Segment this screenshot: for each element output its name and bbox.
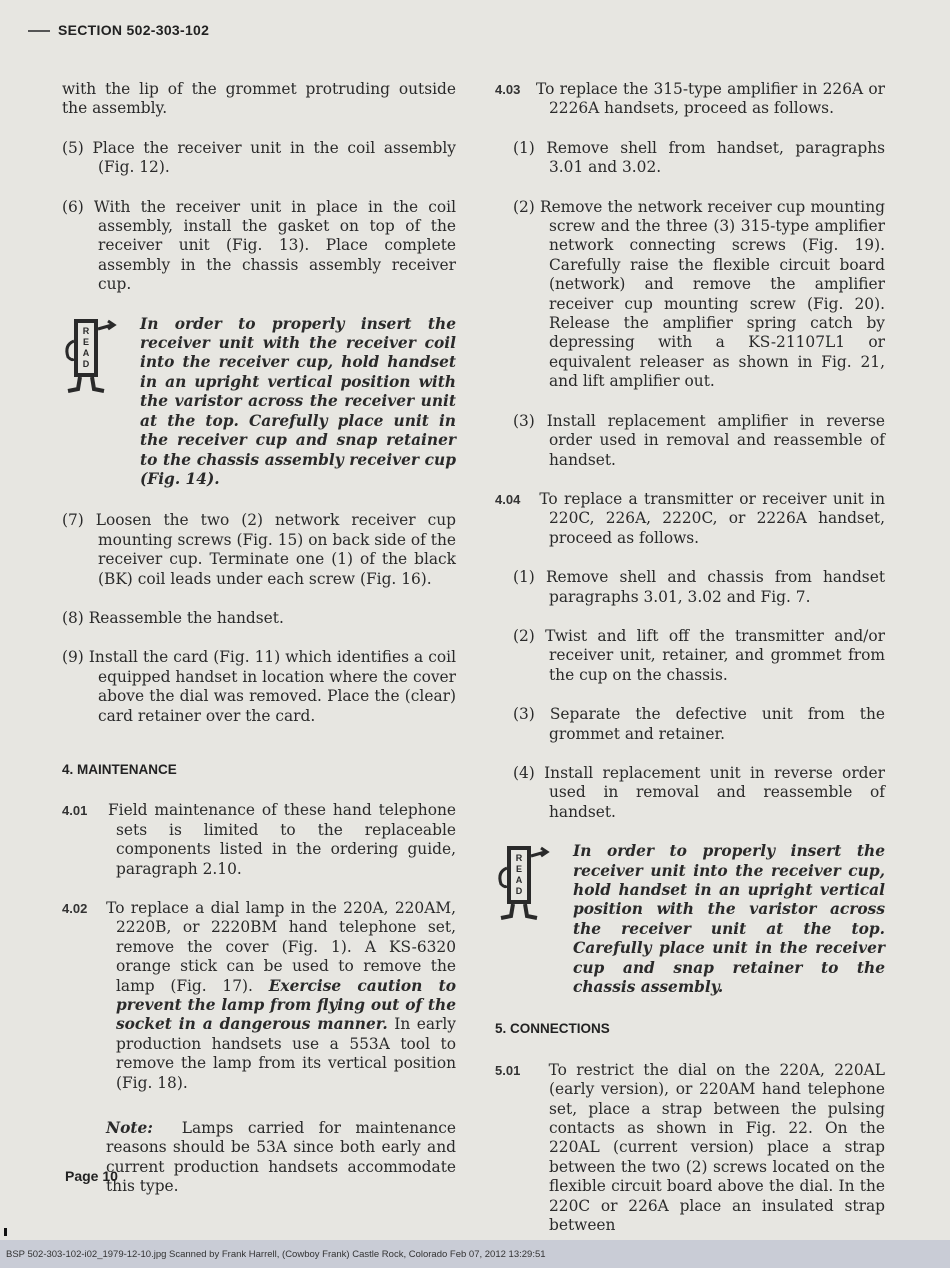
step-7: (7) Loosen the two (2) network receiver cup mounting screws (Fig. 15) on back side of the receiver cup. Terminate one (1) of the black (BK) coil leads under each screw (Fig. 16). (62, 511, 456, 588)
caution-note-left (62, 315, 456, 490)
para-text: Field maintenance of these hand telephone sets is limited to the replaceable components listed in the ordering guide, paragraph 2.10. (108, 801, 456, 878)
svg-text:D: D (82, 358, 90, 369)
para-4-01 (62, 801, 456, 879)
step-2: (2) Twist and lift off the transmitter and/or receiver unit, retainer, and grommet from the cup on the chassis. (513, 626, 885, 684)
caution-emphasis: Exercise caution to prevent the lamp from flying out of the socket in a dangerous manner. (116, 976, 456, 1034)
caution-note-right (495, 842, 885, 997)
svg-text:R: R (515, 853, 523, 864)
para-text: To replace a dial lamp in the 220A, 220AM, 2220B, or 2220BM hand telephone set, remove the cover (Fig. 1). A KS-6320 orange stick can be used to remove the lamp (Fig. 17). (106, 899, 456, 995)
para-number: 4.02 (62, 901, 88, 916)
para-text: To restrict the dial on the 220A, 220AL (early version), or 220AM hand telephone set, place a strap between the pulsing contacts as shown in Fig. 22. On the 220AL (current version) place a strap between the two (2) screws located on the flexible circuit board above the dial. In the 220C or 226A place an insulated strap between (548, 1060, 885, 1235)
section-header: SECTION 502-303-102 (28, 22, 209, 38)
para-text: To replace the 315-type amplifier in 226A or 2226A handsets, proceed as follows. (536, 80, 885, 118)
step-3: (3) Install replacement amplifier in reverse order used in removal and reassemble of handset. (513, 411, 885, 469)
para-text: To replace a transmitter or receiver unit in 220C, 226A, 2220C, or 2226A handset, proceed as follows. (539, 489, 885, 547)
paragraph-continuation: with the lip of the grommet protruding outside the assembly. (62, 80, 456, 118)
svg-text:E: E (82, 336, 90, 347)
caution-text-right: In order to properly insert the receiver unit into the receiver cup, hold handset in an upright vertical position with the varistor across the receiver unit at the top. Carefully place unit in the receiver cup and snap retainer to the chassis assembly. (573, 842, 885, 997)
step-1: (1) Remove shell from handset, paragraphs 3.01 and 3.02. (513, 138, 885, 177)
para-4-04 (495, 490, 885, 548)
step-5: (5) Place the receiver unit in the coil assembly (Fig. 12). (62, 138, 456, 177)
scan-info-bar (0, 1240, 950, 1268)
step-3: (3) Separate the defective unit from the grommet and retainer. (513, 705, 885, 743)
svg-text:E: E (515, 864, 523, 875)
step-2: (2) Remove the network receiver cup mounting screw and the three (3) 315-type amplifier network connecting screws (Fig. 19). Carefully raise the flexible circuit board (network) and remove the amplifier receiver cup mounting screw (Fig. 20). Release the amplifier spring catch by depressing with a KS-21107L1 or equivalent releaser as shown in Fig. 21, and lift amplifier out. (513, 197, 885, 391)
svg-text:D: D (515, 886, 523, 897)
para-5-01 (495, 1061, 885, 1236)
para-text-continued: In early production handsets use a 553A tool to remove the lamp from its vertical position (Fig. 18). (116, 1015, 456, 1092)
para-number: 5.01 (495, 1062, 521, 1078)
left-column (62, 80, 456, 1217)
heading-connections: 5. CONNECTIONS (495, 1021, 610, 1037)
svg-text:R: R (82, 325, 90, 336)
para-number: 4.03 (495, 82, 521, 97)
step-4: (4) Install replacement unit in reverse order used in removal and reassemble of handset. (513, 763, 885, 821)
note-label: Note: (106, 1119, 153, 1138)
heading-maintenance: 4. MAINTENANCE (62, 761, 177, 777)
scan-edge-mark (4, 1228, 7, 1236)
para-number: 4.04 (495, 491, 521, 507)
para-number: 4.01 (62, 803, 88, 819)
step-1: (1) Remove shell and chassis from handset paragraphs 3.01, 3.02 and Fig. 7. (513, 568, 885, 606)
para-4-03 (495, 80, 885, 119)
read-caution-icon (62, 315, 140, 490)
right-column (495, 80, 885, 1256)
page-number: Page 10 (65, 1168, 118, 1184)
note-text: Lamps carried for maintenance reasons should be 53A since both early and current production handsets accommodate this type. (106, 1119, 456, 1196)
step-8: (8) Reassemble the handset. (62, 608, 284, 627)
scan-info-text: BSP 502-303-102-i02_1979-12-10.jpg Scanned by Frank Harrell, (Cowboy Frank) Castle Rock, Colorado Feb 07, 2012 13:29:51 (6, 1249, 546, 1260)
caution-text-left: In order to properly insert the receiver unit with the receiver coil into the receiver cup, hold handset in an upright vertical position with the varistor across the receiver unit at the top. Carefully place unit in the receiver cup and snap retainer to the chassis assembly receiver cup (Fig. 14). (140, 314, 456, 488)
svg-text:A: A (515, 875, 523, 886)
step-6: (6) With the receiver unit in place in the coil assembly, install the gasket on top of the receiver unit (Fig. 13). Place complete assembly in the chassis assembly receiver cup. (62, 197, 456, 294)
maintenance-note (62, 1119, 456, 1197)
svg-text:A: A (82, 347, 90, 358)
step-9: (9) Install the card (Fig. 11) which identifies a coil equipped handset in location where the cover above the dial was removed. Place the (clear) card retainer over the card. (62, 648, 456, 725)
para-4-02 (62, 899, 456, 1093)
read-caution-icon (495, 842, 573, 997)
